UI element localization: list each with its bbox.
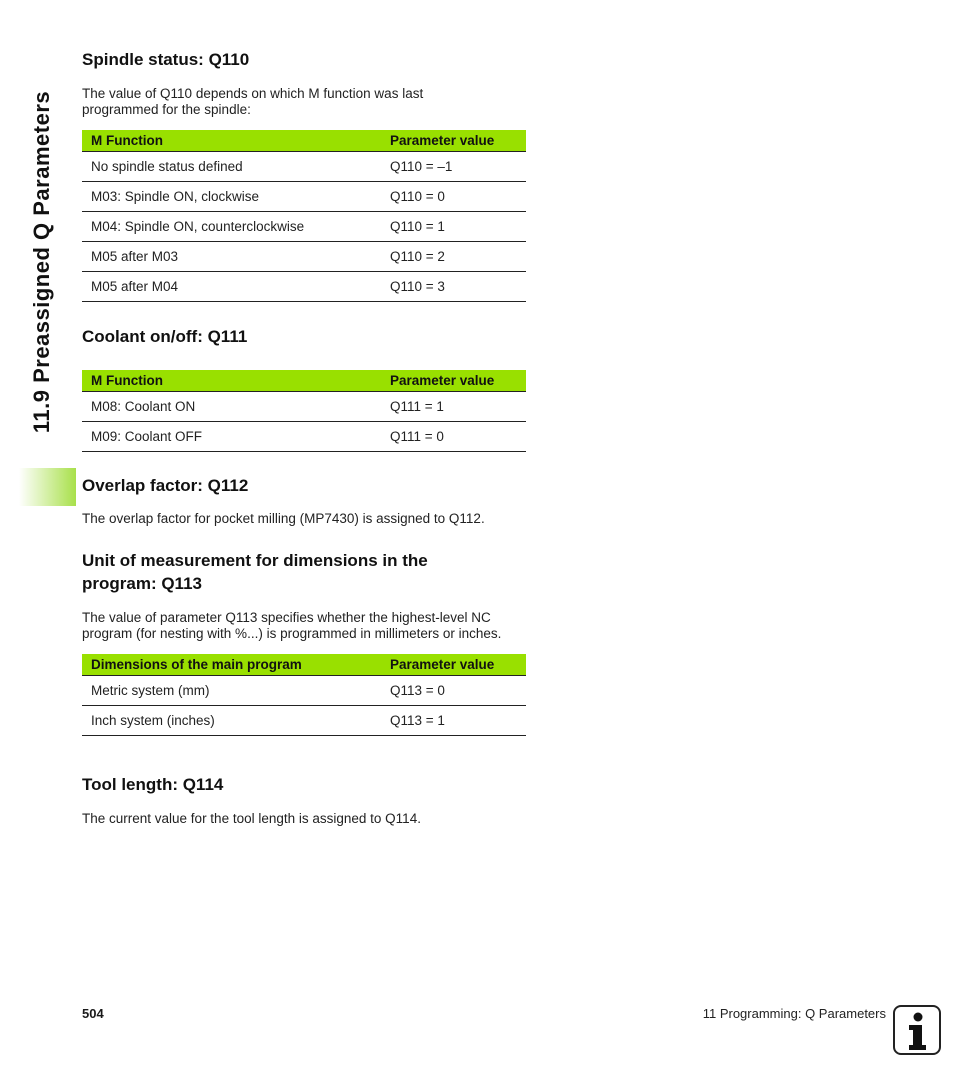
heading-overlap-factor: Overlap factor: Q112 bbox=[82, 476, 249, 495]
table-cell: M05 after M03 bbox=[82, 242, 381, 272]
table-row bbox=[82, 706, 526, 736]
table-coolant bbox=[82, 370, 526, 452]
table-row bbox=[82, 182, 526, 212]
table-cell: Q110 = –1 bbox=[381, 152, 526, 182]
table-cell: Q110 = 3 bbox=[381, 272, 526, 302]
heading-unit-of-measurement bbox=[82, 549, 526, 595]
table-header: Dimensions of the main program bbox=[82, 654, 381, 676]
table-cell: Q113 = 1 bbox=[381, 706, 526, 736]
table-cell: Q113 = 0 bbox=[381, 676, 526, 706]
table-row bbox=[82, 212, 526, 242]
section-coolant bbox=[82, 325, 526, 452]
table-cell: Metric system (mm) bbox=[82, 676, 381, 706]
info-icon bbox=[893, 1005, 941, 1055]
section-tool-length bbox=[82, 773, 526, 827]
table-cell: Q111 = 1 bbox=[381, 392, 526, 422]
table-cell: M09: Coolant OFF bbox=[82, 422, 381, 452]
heading-line: program: Q113 bbox=[82, 574, 202, 593]
table-row bbox=[82, 152, 526, 182]
table-cell: M05 after M04 bbox=[82, 272, 381, 302]
table-row bbox=[82, 272, 526, 302]
heading-line: Unit of measurement for dimensions in the bbox=[82, 551, 428, 570]
table-row bbox=[82, 422, 526, 452]
chapter-tab-marker bbox=[19, 468, 76, 506]
table-row bbox=[82, 242, 526, 272]
table-header: M Function bbox=[82, 130, 381, 152]
table-cell: Q110 = 1 bbox=[381, 212, 526, 242]
body-tool-length: The current value for the tool length is assigned to Q114. bbox=[82, 811, 421, 826]
section-spindle-status bbox=[82, 48, 526, 302]
table-cell: Inch system (inches) bbox=[82, 706, 381, 736]
table-cell: Q110 = 2 bbox=[381, 242, 526, 272]
table-cell: Q111 = 0 bbox=[381, 422, 526, 452]
heading-coolant: Coolant on/off: Q111 bbox=[82, 327, 248, 346]
body-spindle-status: The value of Q110 depends on which M function was last programmed for the spindle: bbox=[82, 86, 424, 117]
heading-spindle-status: Spindle status: Q110 bbox=[82, 50, 250, 69]
table-cell: Q110 = 0 bbox=[381, 182, 526, 212]
table-cell: M04: Spindle ON, counterclockwise bbox=[82, 212, 381, 242]
chapter-side-title: 11.9 Preassigned Q Parameters bbox=[29, 90, 54, 434]
table-spindle-status bbox=[82, 130, 526, 302]
table-header: Parameter value bbox=[381, 130, 526, 152]
table-cell: No spindle status defined bbox=[82, 152, 381, 182]
table-row bbox=[82, 392, 526, 422]
table-header: M Function bbox=[82, 370, 381, 392]
body-unit-of-measurement: The value of parameter Q113 specifies whether the highest-level NC program (for nesting with %...) is programmed in millimeters or inches. bbox=[82, 610, 502, 641]
table-cell: M08: Coolant ON bbox=[82, 392, 381, 422]
footer-chapter-title: 11 Programming: Q Parameters bbox=[702, 1006, 886, 1021]
table-cell: M03: Spindle ON, clockwise bbox=[82, 182, 381, 212]
heading-tool-length: Tool length: Q114 bbox=[82, 775, 224, 794]
section-unit-of-measurement bbox=[82, 549, 526, 736]
table-unit-of-measurement bbox=[82, 654, 526, 736]
page-number: 504 bbox=[82, 1006, 104, 1021]
body-overlap-factor: The overlap factor for pocket milling (MP7430) is assigned to Q112. bbox=[82, 511, 485, 526]
table-header: Parameter value bbox=[381, 370, 526, 392]
table-header: Parameter value bbox=[381, 654, 526, 676]
section-overlap-factor bbox=[82, 474, 526, 527]
table-row bbox=[82, 676, 526, 706]
